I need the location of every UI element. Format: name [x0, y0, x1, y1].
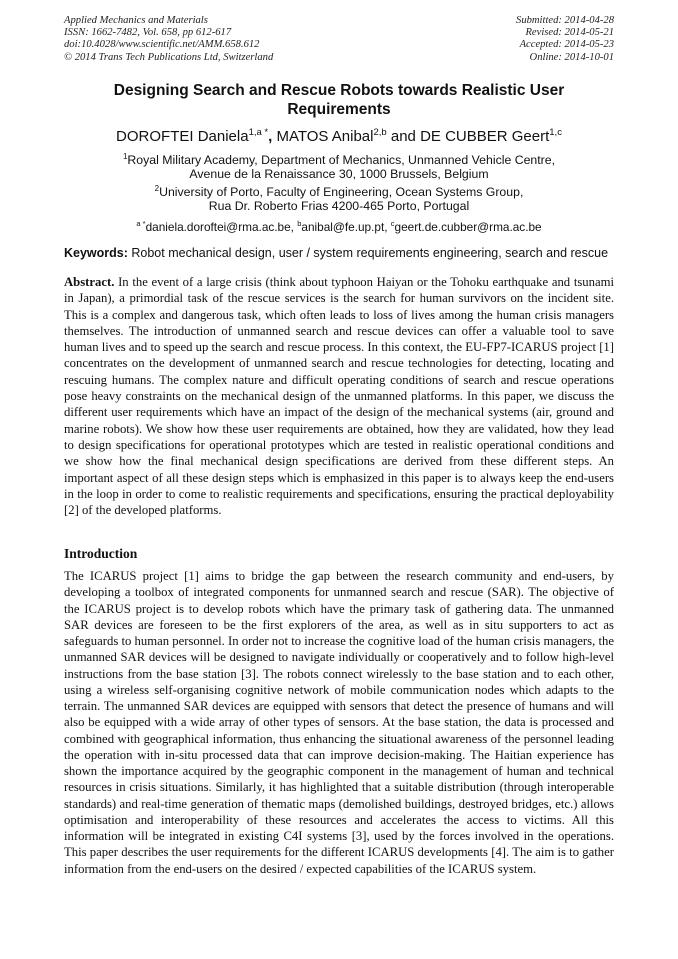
email-mark: a * [136, 219, 146, 228]
title-line: Designing Search and Rescue Robots towards Realistic User [113, 82, 565, 99]
date-accepted: Accepted: 2014-05-23 [519, 39, 614, 51]
date-submitted: Submitted: 2014-04-28 [516, 15, 614, 26]
journal-issn: ISSN: 1662-7482, Vol. 658, pp 612-617 [64, 27, 232, 39]
affiliation-line [64, 150, 614, 167]
affiliation-line [64, 182, 614, 199]
journal-name: Applied Mechanics and Materials [64, 15, 208, 26]
author-name: DOROFTEI Daniela [116, 128, 249, 145]
abstract-text: In the event of a large crisis (think about typhoon Haiyan or the Tohoku earthquake and tsunami in Japan), a primordial task of the rescue services is the search for human survivors on the incident site. This is a complex and dangerous task, which often leads to loss of lives among the human crisis managers themselves. The introduction of unmanned search and rescue devices can offer a valuable tool to save human lives and to speed up the search and rescue process. In this context, the EU-FP7-ICARUS project [1] concentrates on the development of unmanned search and rescue technologies for detecting, locating and rescuing humans. The complex nature and difficult operating conditions of search and rescue operations pose heavy constraints on the mechanical design of the unmanned platforms. In this paper, we discuss the different user requirements which have an impact of the design of the mechanical systems (air, ground and marine robots). We show how these user requirements are obtained, how they are validated, how they lead to design specifications for operational prototypes which are tested in realistic operational conditions and we show how the final mechanical design specifications are derived from these different steps. An important aspect of all these design steps which is emphasized in this paper is to always keep the end-users in the loop in order to come to realistic requirements and specifications, ensuring the practical deployability [2] of the developed platforms. [64, 275, 614, 518]
author-name: MATOS Anibal [276, 128, 374, 145]
affiliation-text: University of Porto, Faculty of Engineering, Ocean Systems Group, [159, 184, 524, 199]
author-affiliation-mark: 1,c [549, 127, 562, 138]
author-list [64, 124, 614, 146]
introduction-text: The ICARUS project [1] aims to bridge the gap between the research community and end-users, by developing a toolbox of integrated components for unmanned search and rescue (SAR). The objective of the ICARUS project is to develop robots which have the primary task of gathering data. The unmanned SAR devices are foreseen to be the first explorers of the area, as well as in situ supporters to act as safeguards to human personnel. In order not to increase the cognitive load of the human crisis managers, the unmanned SAR devices will be designed to navigate individually or cooperatively and to follow high-level instructions from the base station [3]. The robots connect wirelessly to the base station and to each other, using a wireless self-organising cognitive network of mobile communication nodes which adapts to the terrain. The unmanned SAR devices are equipped with sensors that detect the presence of humans and will also be equipped with a wide array of other types of sensors. At the base station, the data is processed and combined with geographical information, thus enhancing the situational awareness of the personnel leading the operation with in-situ processed data that can improve decision-making. The Haitian experience has shown the importance acquired by the geographic component in the management of human and technical resources in crisis situations. Similarly, it has highlighted that a suitable distribution (through interoperable standards) and real-time generation of thematic maps (demolished buildings, destroyed bridges, etc.) allows optimisation and interoperability of these resources and accelerates the access to victims. All this information will be integrated in existing C4I systems [3], used by the forces involved in the operations. This paper describes the user requirements for the different ICARUS developments [4]. The aim is to gather information from the end-users on the desired / expected capabilities of the ICARUS system. [64, 569, 614, 876]
affiliations [64, 150, 614, 213]
author-affiliation-mark: 2,b [373, 127, 387, 138]
journal-doi: doi:10.4028/www.scientific.net/AMM.658.612 [64, 39, 260, 51]
abstract [64, 274, 614, 518]
email-address: geert.de.cubber@rma.ac.be [394, 219, 542, 234]
journal-info [64, 15, 273, 64]
author-separator: , [268, 128, 277, 145]
keywords-label: Keywords: [64, 246, 128, 260]
affiliation-text: Royal Military Academy, Department of Mechanics, Unmanned Vehicle Centre, [127, 153, 556, 168]
affiliation-address: Rua Dr. Roberto Frias 4200-465 Porto, Portugal [208, 199, 470, 214]
author-affiliation-mark: 1,a * [248, 127, 269, 138]
abstract-label: Abstract. [64, 275, 115, 289]
submission-dates [516, 15, 614, 64]
email-address: anibal@fe.up.pt, [301, 219, 391, 234]
title-line: Requirements [287, 101, 391, 118]
author-separator: and [386, 128, 421, 145]
affiliation-mark: 2 [154, 183, 160, 193]
affiliation-mark: 1 [122, 152, 128, 161]
author-emails [64, 217, 614, 234]
keywords-text: Robot mechanical design, user / system requirements engineering, search and rescue [127, 246, 609, 260]
date-revised: Revised: 2014-05-21 [525, 27, 614, 39]
keywords [64, 246, 624, 261]
email-address: daniela.doroftei@rma.ac.be, [145, 219, 298, 234]
section-heading-introduction: Introduction [64, 546, 138, 561]
date-online: Online: 2014-10-01 [529, 51, 614, 63]
affiliation-address: Avenue de la Renaissance 30, 1000 Brussels, Belgium [189, 167, 489, 182]
journal-copyright: © 2014 Trans Tech Publications Ltd, Switzerland [64, 51, 274, 63]
email-mark: c [390, 219, 395, 228]
paper-title [96, 81, 582, 119]
author-name: DE CUBBER Geert [420, 128, 550, 145]
email-mark: b [297, 219, 302, 228]
